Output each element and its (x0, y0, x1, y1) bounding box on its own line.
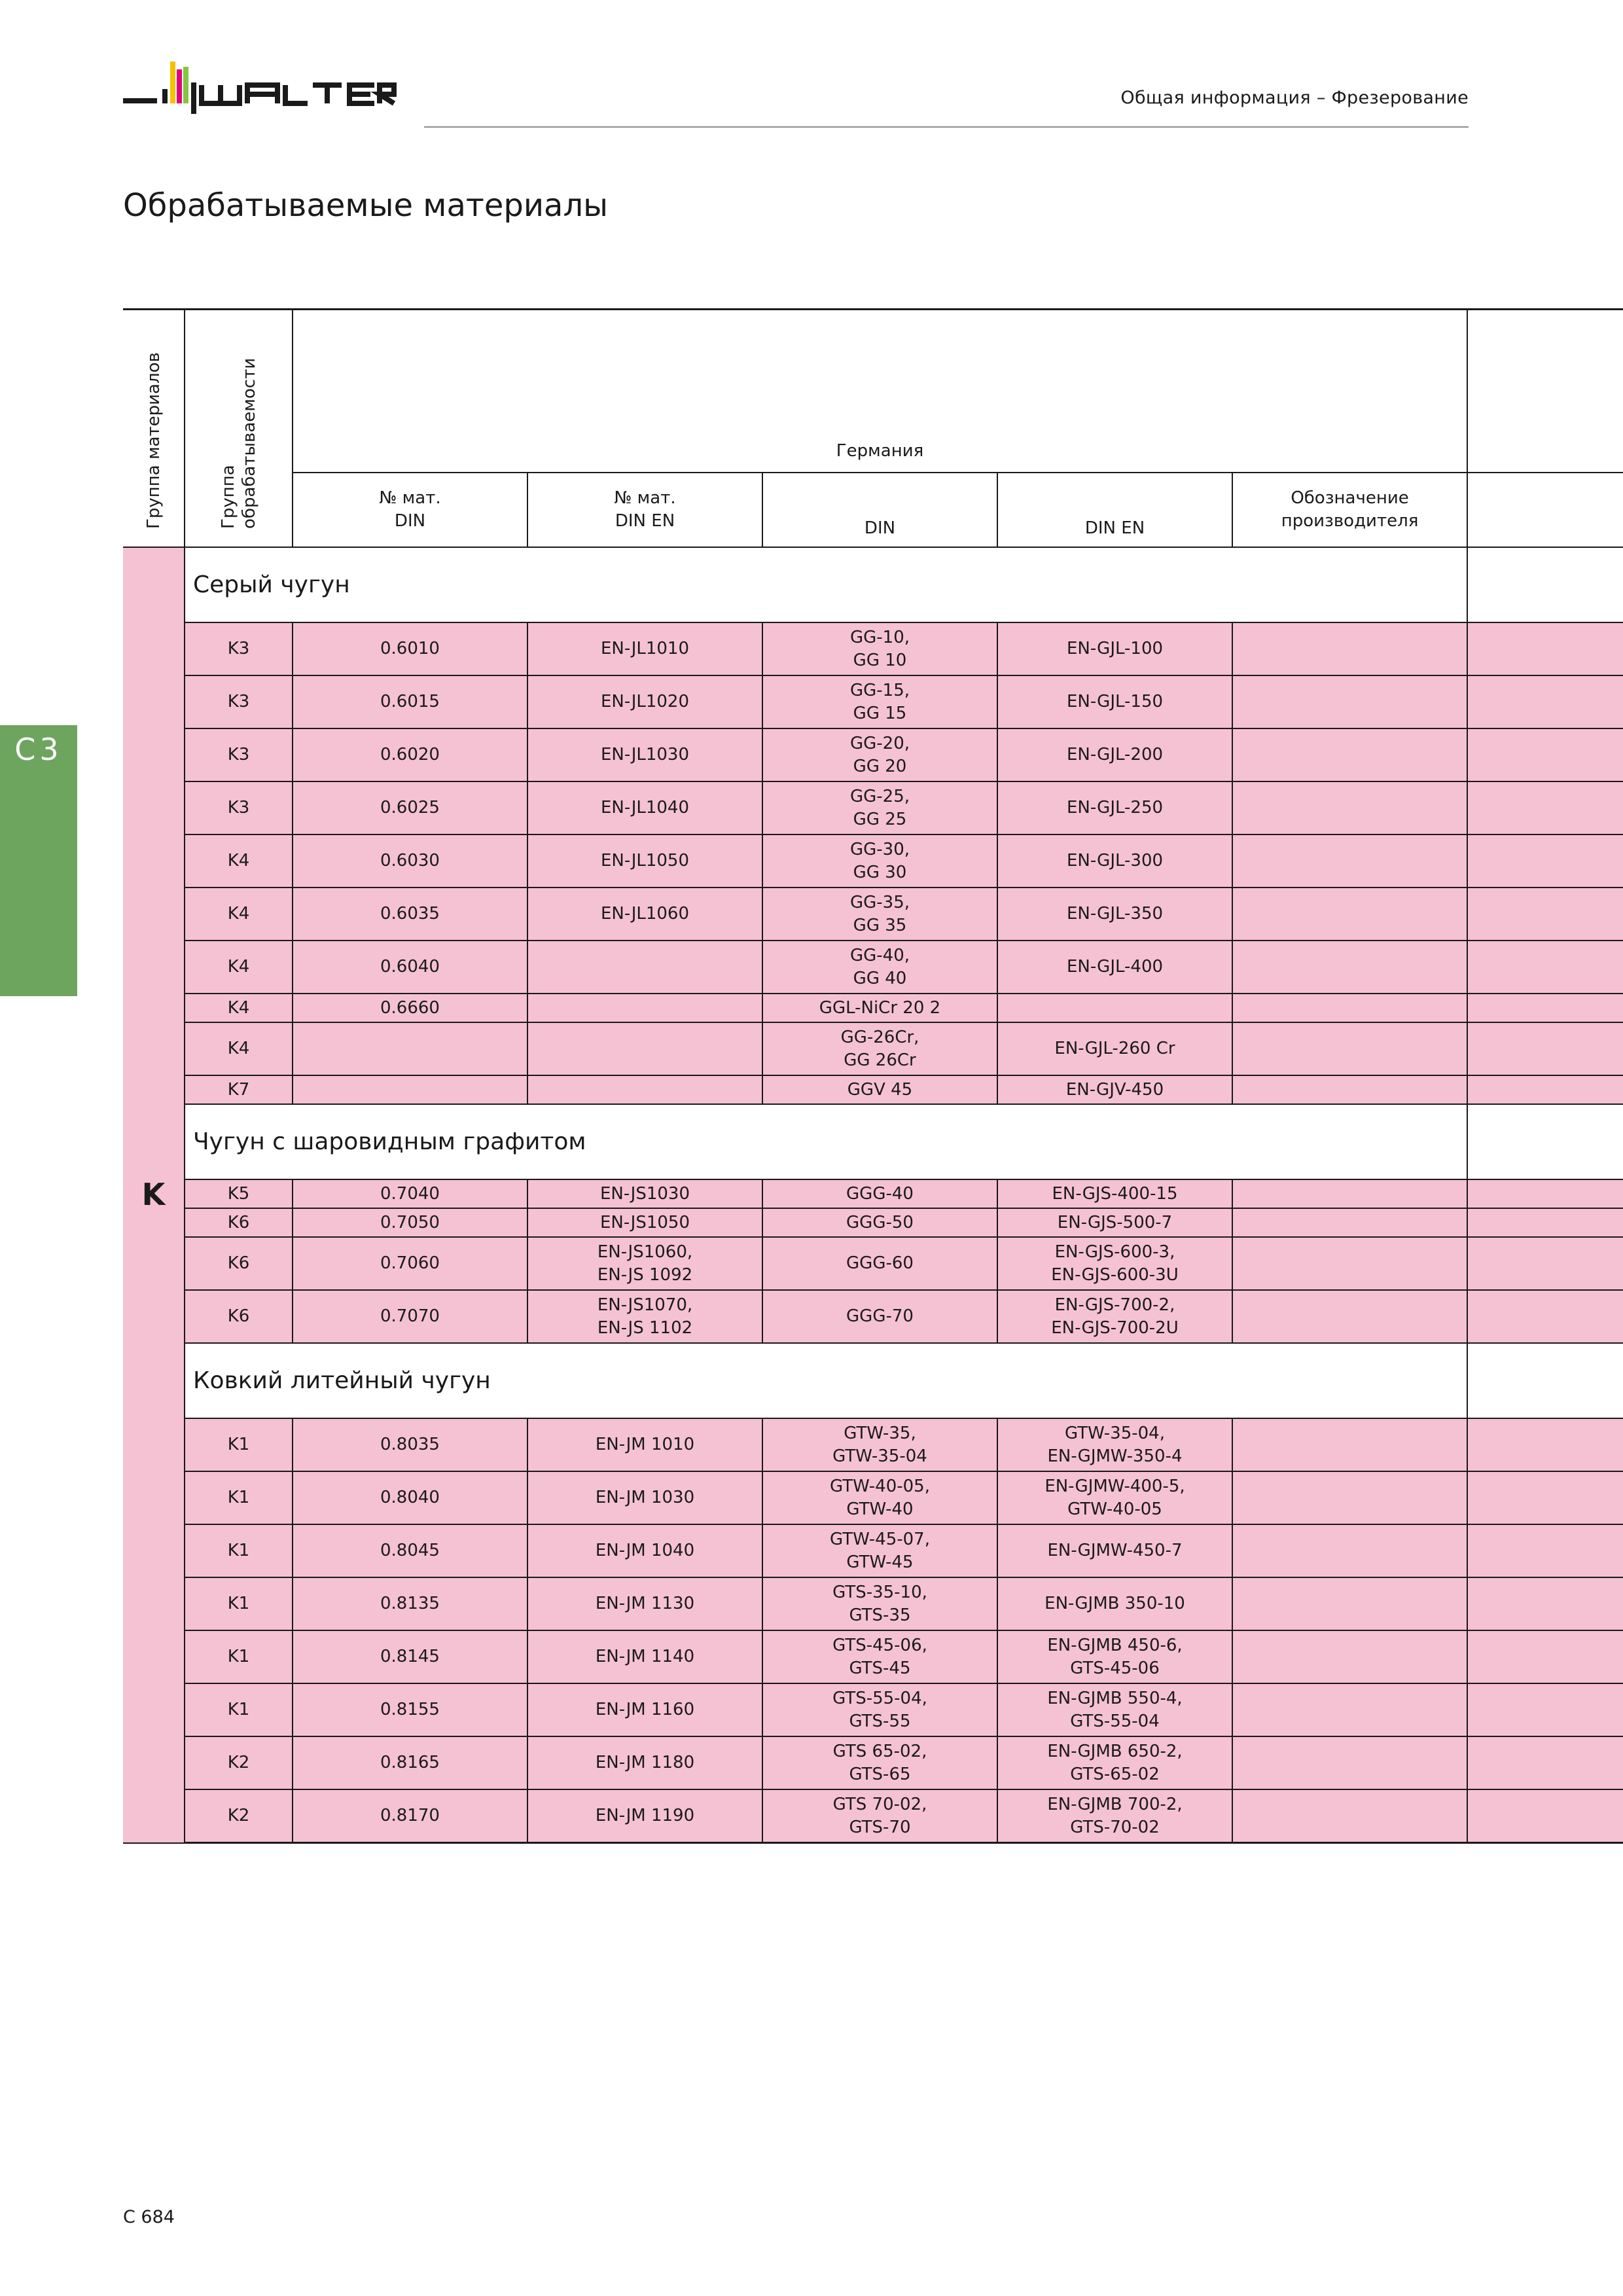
din-en-cell: EN-GJS-600-3, EN-GJS-600-3U (997, 1237, 1232, 1290)
machinability-group-cell: K5 (185, 1179, 293, 1208)
machinability-group-cell: K4 (185, 834, 293, 888)
mat-no-din-cell: 0.8135 (293, 1577, 527, 1630)
next-country-cell (1467, 781, 1623, 834)
mat-no-din-cell: 0.7070 (293, 1290, 527, 1343)
header-section-title: Общая информация – Фрезерование (1120, 88, 1469, 108)
next-country-cell (1467, 1208, 1623, 1237)
machinability-group-cell: K2 (185, 1789, 293, 1843)
din-en-cell: EN-GJL-250 (997, 781, 1232, 834)
din-cell: GGV 45 (762, 1075, 997, 1104)
din-cell: GGG-70 (762, 1290, 997, 1343)
din-cell: GTW-35, GTW-35-04 (762, 1418, 997, 1471)
mat-no-din-cell: 0.6010 (293, 622, 527, 675)
manufacturer-cell (1232, 1577, 1467, 1630)
din-en-cell: EN-GJMW-400-5, GTW-40-05 (997, 1471, 1232, 1524)
section-blank-cell (1467, 1343, 1623, 1418)
header-manufacturer: Обозначение производителя (1232, 473, 1467, 547)
next-country-cell (1467, 1179, 1623, 1208)
mat-no-din-cell: 0.8165 (293, 1736, 527, 1789)
manufacturer-cell (1232, 1418, 1467, 1471)
section-title: Чугун с шаровидным графитом (185, 1104, 1467, 1179)
next-country-cell (1467, 1736, 1623, 1789)
manufacturer-cell (1232, 1075, 1467, 1104)
table-row (123, 781, 1623, 834)
mat-no-din-cell: 0.6020 (293, 728, 527, 781)
machinability-group-cell: K3 (185, 622, 293, 675)
din-cell: GG-26Cr, GG 26Cr (762, 1022, 997, 1075)
next-country-cell (1467, 1290, 1623, 1343)
next-country-cell (1467, 622, 1623, 675)
manufacturer-cell (1232, 1524, 1467, 1577)
mat-no-din-cell: 0.6030 (293, 834, 527, 888)
mat-no-din-en-cell: EN-JM 1160 (527, 1683, 762, 1736)
mat-no-din-en-cell: EN-JS1060, EN-JS 1092 (527, 1237, 762, 1290)
next-country-cell (1467, 1683, 1623, 1736)
next-country-cell (1467, 1022, 1623, 1075)
din-cell: GG-35, GG 35 (762, 888, 997, 941)
section-blank-cell (1467, 1104, 1623, 1179)
section-blank-cell (1467, 547, 1623, 622)
machinability-group-cell: K1 (185, 1418, 293, 1471)
din-en-cell: EN-GJL-260 Cr (997, 1022, 1232, 1075)
mat-no-din-cell (293, 1075, 527, 1104)
header-material-group-label: Группа материалов (143, 351, 164, 529)
din-en-cell: EN-GJS-700-2, EN-GJS-700-2U (997, 1290, 1232, 1343)
table-row (123, 1789, 1623, 1843)
manufacturer-cell (1232, 1237, 1467, 1290)
manufacturer-cell (1232, 1022, 1467, 1075)
mat-no-din-en-cell: EN-JM 1140 (527, 1630, 762, 1683)
machinability-group-cell: K1 (185, 1683, 293, 1736)
page-number: C 684 (123, 2207, 175, 2227)
din-cell: GTS 70-02, GTS-70 (762, 1789, 997, 1843)
mat-no-din-en-cell: EN-JL1060 (527, 888, 762, 941)
mat-no-din-cell: 0.6660 (293, 994, 527, 1022)
next-country-cell (1467, 941, 1623, 994)
din-cell: GGG-60 (762, 1237, 997, 1290)
chapter-tab-label: C3 (14, 732, 63, 767)
table-row (123, 1075, 1623, 1104)
header-machinability-group (185, 310, 293, 548)
machinability-group-cell: K6 (185, 1237, 293, 1290)
header-mat-no-din: № мат. DIN (293, 473, 527, 547)
header-divider (424, 126, 1469, 128)
machinability-group-cell: K4 (185, 1022, 293, 1075)
manufacturer-cell (1232, 994, 1467, 1022)
header-next-country (1467, 310, 1623, 473)
table-row (123, 1237, 1623, 1290)
machinability-group-cell: K4 (185, 994, 293, 1022)
table-row (123, 994, 1623, 1022)
mat-no-din-cell: 0.6035 (293, 888, 527, 941)
din-cell: GG-40, GG 40 (762, 941, 997, 994)
section-row (123, 1343, 1623, 1418)
manufacturer-cell (1232, 1630, 1467, 1683)
mat-no-din-cell: 0.6040 (293, 941, 527, 994)
header-machinability-group-label: Группа обрабатываемости (218, 357, 259, 529)
table-row (123, 1471, 1623, 1524)
walter-logo (123, 60, 398, 132)
mat-no-din-cell: 0.7040 (293, 1179, 527, 1208)
next-country-cell (1467, 1418, 1623, 1471)
mat-no-din-en-cell: EN-JL1040 (527, 781, 762, 834)
table-row (123, 728, 1623, 781)
din-cell: GTS-45-06, GTS-45 (762, 1630, 997, 1683)
din-cell: GG-10, GG 10 (762, 622, 997, 675)
din-en-cell: EN-GJL-200 (997, 728, 1232, 781)
table-row (123, 1630, 1623, 1683)
table-row (123, 1208, 1623, 1237)
next-country-cell (1467, 1577, 1623, 1630)
manufacturer-cell (1232, 1290, 1467, 1343)
din-en-cell: EN-GJMB 450-6, GTS-45-06 (997, 1630, 1232, 1683)
din-en-cell: EN-GJL-100 (997, 622, 1232, 675)
machinability-group-cell: K7 (185, 1075, 293, 1104)
machinability-group-cell: K6 (185, 1290, 293, 1343)
table-row (123, 675, 1623, 728)
din-cell: GG-25, GG 25 (762, 781, 997, 834)
mat-no-din-cell: 0.8040 (293, 1471, 527, 1524)
manufacturer-cell (1232, 728, 1467, 781)
mat-no-din-cell (293, 1022, 527, 1075)
header-country: Германия (293, 310, 1467, 473)
manufacturer-cell (1232, 1471, 1467, 1524)
mat-no-din-cell: 0.7050 (293, 1208, 527, 1237)
machinability-group-cell: K1 (185, 1630, 293, 1683)
manufacturer-cell (1232, 1179, 1467, 1208)
mat-no-din-en-cell: EN-JM 1010 (527, 1418, 762, 1471)
mat-no-din-en-cell: EN-JL1050 (527, 834, 762, 888)
next-country-cell (1467, 1075, 1623, 1104)
machinability-group-cell: K4 (185, 888, 293, 941)
din-en-cell: EN-GJMW-450-7 (997, 1524, 1232, 1577)
mat-no-din-cell: 0.7060 (293, 1237, 527, 1290)
table-row (123, 888, 1623, 941)
header-din-en: DIN EN (997, 473, 1232, 547)
manufacturer-cell (1232, 1789, 1467, 1843)
din-en-cell: EN-GJL-400 (997, 941, 1232, 994)
next-country-cell (1467, 834, 1623, 888)
din-en-cell: EN-GJL-150 (997, 675, 1232, 728)
mat-no-din-en-cell: EN-JL1010 (527, 622, 762, 675)
section-title: Серый чугун (185, 547, 1467, 622)
mat-no-din-cell: 0.6025 (293, 781, 527, 834)
din-en-cell: EN-GJMB 550-4, GTS-55-04 (997, 1683, 1232, 1736)
din-cell: GGG-40 (762, 1179, 997, 1208)
din-en-cell: EN-GJMB 650-2, GTS-65-02 (997, 1736, 1232, 1789)
table-row (123, 1179, 1623, 1208)
section-title: Ковкий литейный чугун (185, 1343, 1467, 1418)
manufacturer-cell (1232, 1208, 1467, 1237)
next-country-cell (1467, 1237, 1623, 1290)
table-row (123, 834, 1623, 888)
din-en-cell: EN-GJL-350 (997, 888, 1232, 941)
table-row (123, 1683, 1623, 1736)
table-row (123, 1418, 1623, 1471)
mat-no-din-en-cell (527, 1075, 762, 1104)
manufacturer-cell (1232, 675, 1467, 728)
din-en-cell: EN-GJS-400-15 (997, 1179, 1232, 1208)
machinability-group-cell: K3 (185, 675, 293, 728)
header-material-group (123, 310, 185, 548)
mat-no-din-cell: 0.8145 (293, 1630, 527, 1683)
din-en-cell: EN-GJMB 350-10 (997, 1577, 1232, 1630)
manufacturer-cell (1232, 888, 1467, 941)
din-cell: GGL-NiCr 20 2 (762, 994, 997, 1022)
mat-no-din-en-cell: EN-JS1050 (527, 1208, 762, 1237)
mat-no-din-cell: 0.8170 (293, 1789, 527, 1843)
manufacturer-cell (1232, 941, 1467, 994)
next-country-cell (1467, 888, 1623, 941)
din-en-cell: EN-GJV-450 (997, 1075, 1232, 1104)
mat-no-din-en-cell: EN-JM 1030 (527, 1471, 762, 1524)
manufacturer-cell (1232, 622, 1467, 675)
mat-no-din-en-cell: EN-JM 1130 (527, 1577, 762, 1630)
din-en-cell (997, 994, 1232, 1022)
machinability-group-cell: K2 (185, 1736, 293, 1789)
din-en-cell: EN-GJL-300 (997, 834, 1232, 888)
din-cell: GTS-35-10, GTS-35 (762, 1577, 997, 1630)
mat-no-din-cell: 0.8155 (293, 1683, 527, 1736)
mat-no-din-cell: 0.8045 (293, 1524, 527, 1577)
din-cell: GG-30, GG 30 (762, 834, 997, 888)
machinability-group-cell: K1 (185, 1471, 293, 1524)
header-next-country-col (1467, 473, 1623, 547)
page-title: Обрабатываемые материалы (123, 187, 609, 224)
mat-no-din-cell: 0.6015 (293, 675, 527, 728)
manufacturer-cell (1232, 834, 1467, 888)
mat-no-din-en-cell: EN-JS1030 (527, 1179, 762, 1208)
manufacturer-cell (1232, 781, 1467, 834)
machinability-group-cell: K3 (185, 728, 293, 781)
din-cell: GTW-45-07, GTW-45 (762, 1524, 997, 1577)
din-cell: GG-15, GG 15 (762, 675, 997, 728)
next-country-cell (1467, 1789, 1623, 1843)
machinability-group-cell: K6 (185, 1208, 293, 1237)
manufacturer-cell (1232, 1683, 1467, 1736)
din-en-cell: GTW-35-04, EN-GJMW-350-4 (997, 1418, 1232, 1471)
din-en-cell: EN-GJS-500-7 (997, 1208, 1232, 1237)
mat-no-din-en-cell (527, 941, 762, 994)
din-cell: GGG-50 (762, 1208, 997, 1237)
table-row (123, 1022, 1623, 1075)
header-mat-no-din-en: № мат. DIN EN (527, 473, 762, 547)
mat-no-din-cell: 0.8035 (293, 1418, 527, 1471)
table-row (123, 1290, 1623, 1343)
next-country-cell (1467, 1524, 1623, 1577)
next-country-cell (1467, 994, 1623, 1022)
mat-no-din-en-cell (527, 1022, 762, 1075)
table-row (123, 622, 1623, 675)
table-row (123, 941, 1623, 994)
din-cell: GG-20, GG 20 (762, 728, 997, 781)
mat-no-din-en-cell: EN-JM 1040 (527, 1524, 762, 1577)
din-en-cell: EN-GJMB 700-2, GTS-70-02 (997, 1789, 1232, 1843)
mat-no-din-en-cell: EN-JM 1190 (527, 1789, 762, 1843)
mat-no-din-en-cell (527, 994, 762, 1022)
machinability-group-cell: K3 (185, 781, 293, 834)
materials-table (123, 308, 1623, 1844)
mat-no-din-en-cell: EN-JL1030 (527, 728, 762, 781)
next-country-cell (1467, 675, 1623, 728)
manufacturer-cell (1232, 1736, 1467, 1789)
din-cell: GTS 65-02, GTS-65 (762, 1736, 997, 1789)
header-din: DIN (762, 473, 997, 547)
machinability-group-cell: K4 (185, 941, 293, 994)
section-row (123, 1104, 1623, 1179)
machinability-group-cell: K1 (185, 1577, 293, 1630)
machinability-group-cell: K1 (185, 1524, 293, 1577)
next-country-cell (1467, 1630, 1623, 1683)
mat-no-din-en-cell: EN-JS1070, EN-JS 1102 (527, 1290, 762, 1343)
table-row (123, 1577, 1623, 1630)
section-row (123, 547, 1623, 622)
table-row (123, 1524, 1623, 1577)
din-cell: GTS-55-04, GTS-55 (762, 1683, 997, 1736)
table-row (123, 1736, 1623, 1789)
mat-no-din-en-cell: EN-JM 1180 (527, 1736, 762, 1789)
mat-no-din-en-cell: EN-JL1020 (527, 675, 762, 728)
material-group-cell: K (123, 547, 185, 1843)
din-cell: GTW-40-05, GTW-40 (762, 1471, 997, 1524)
next-country-cell (1467, 1471, 1623, 1524)
next-country-cell (1467, 728, 1623, 781)
